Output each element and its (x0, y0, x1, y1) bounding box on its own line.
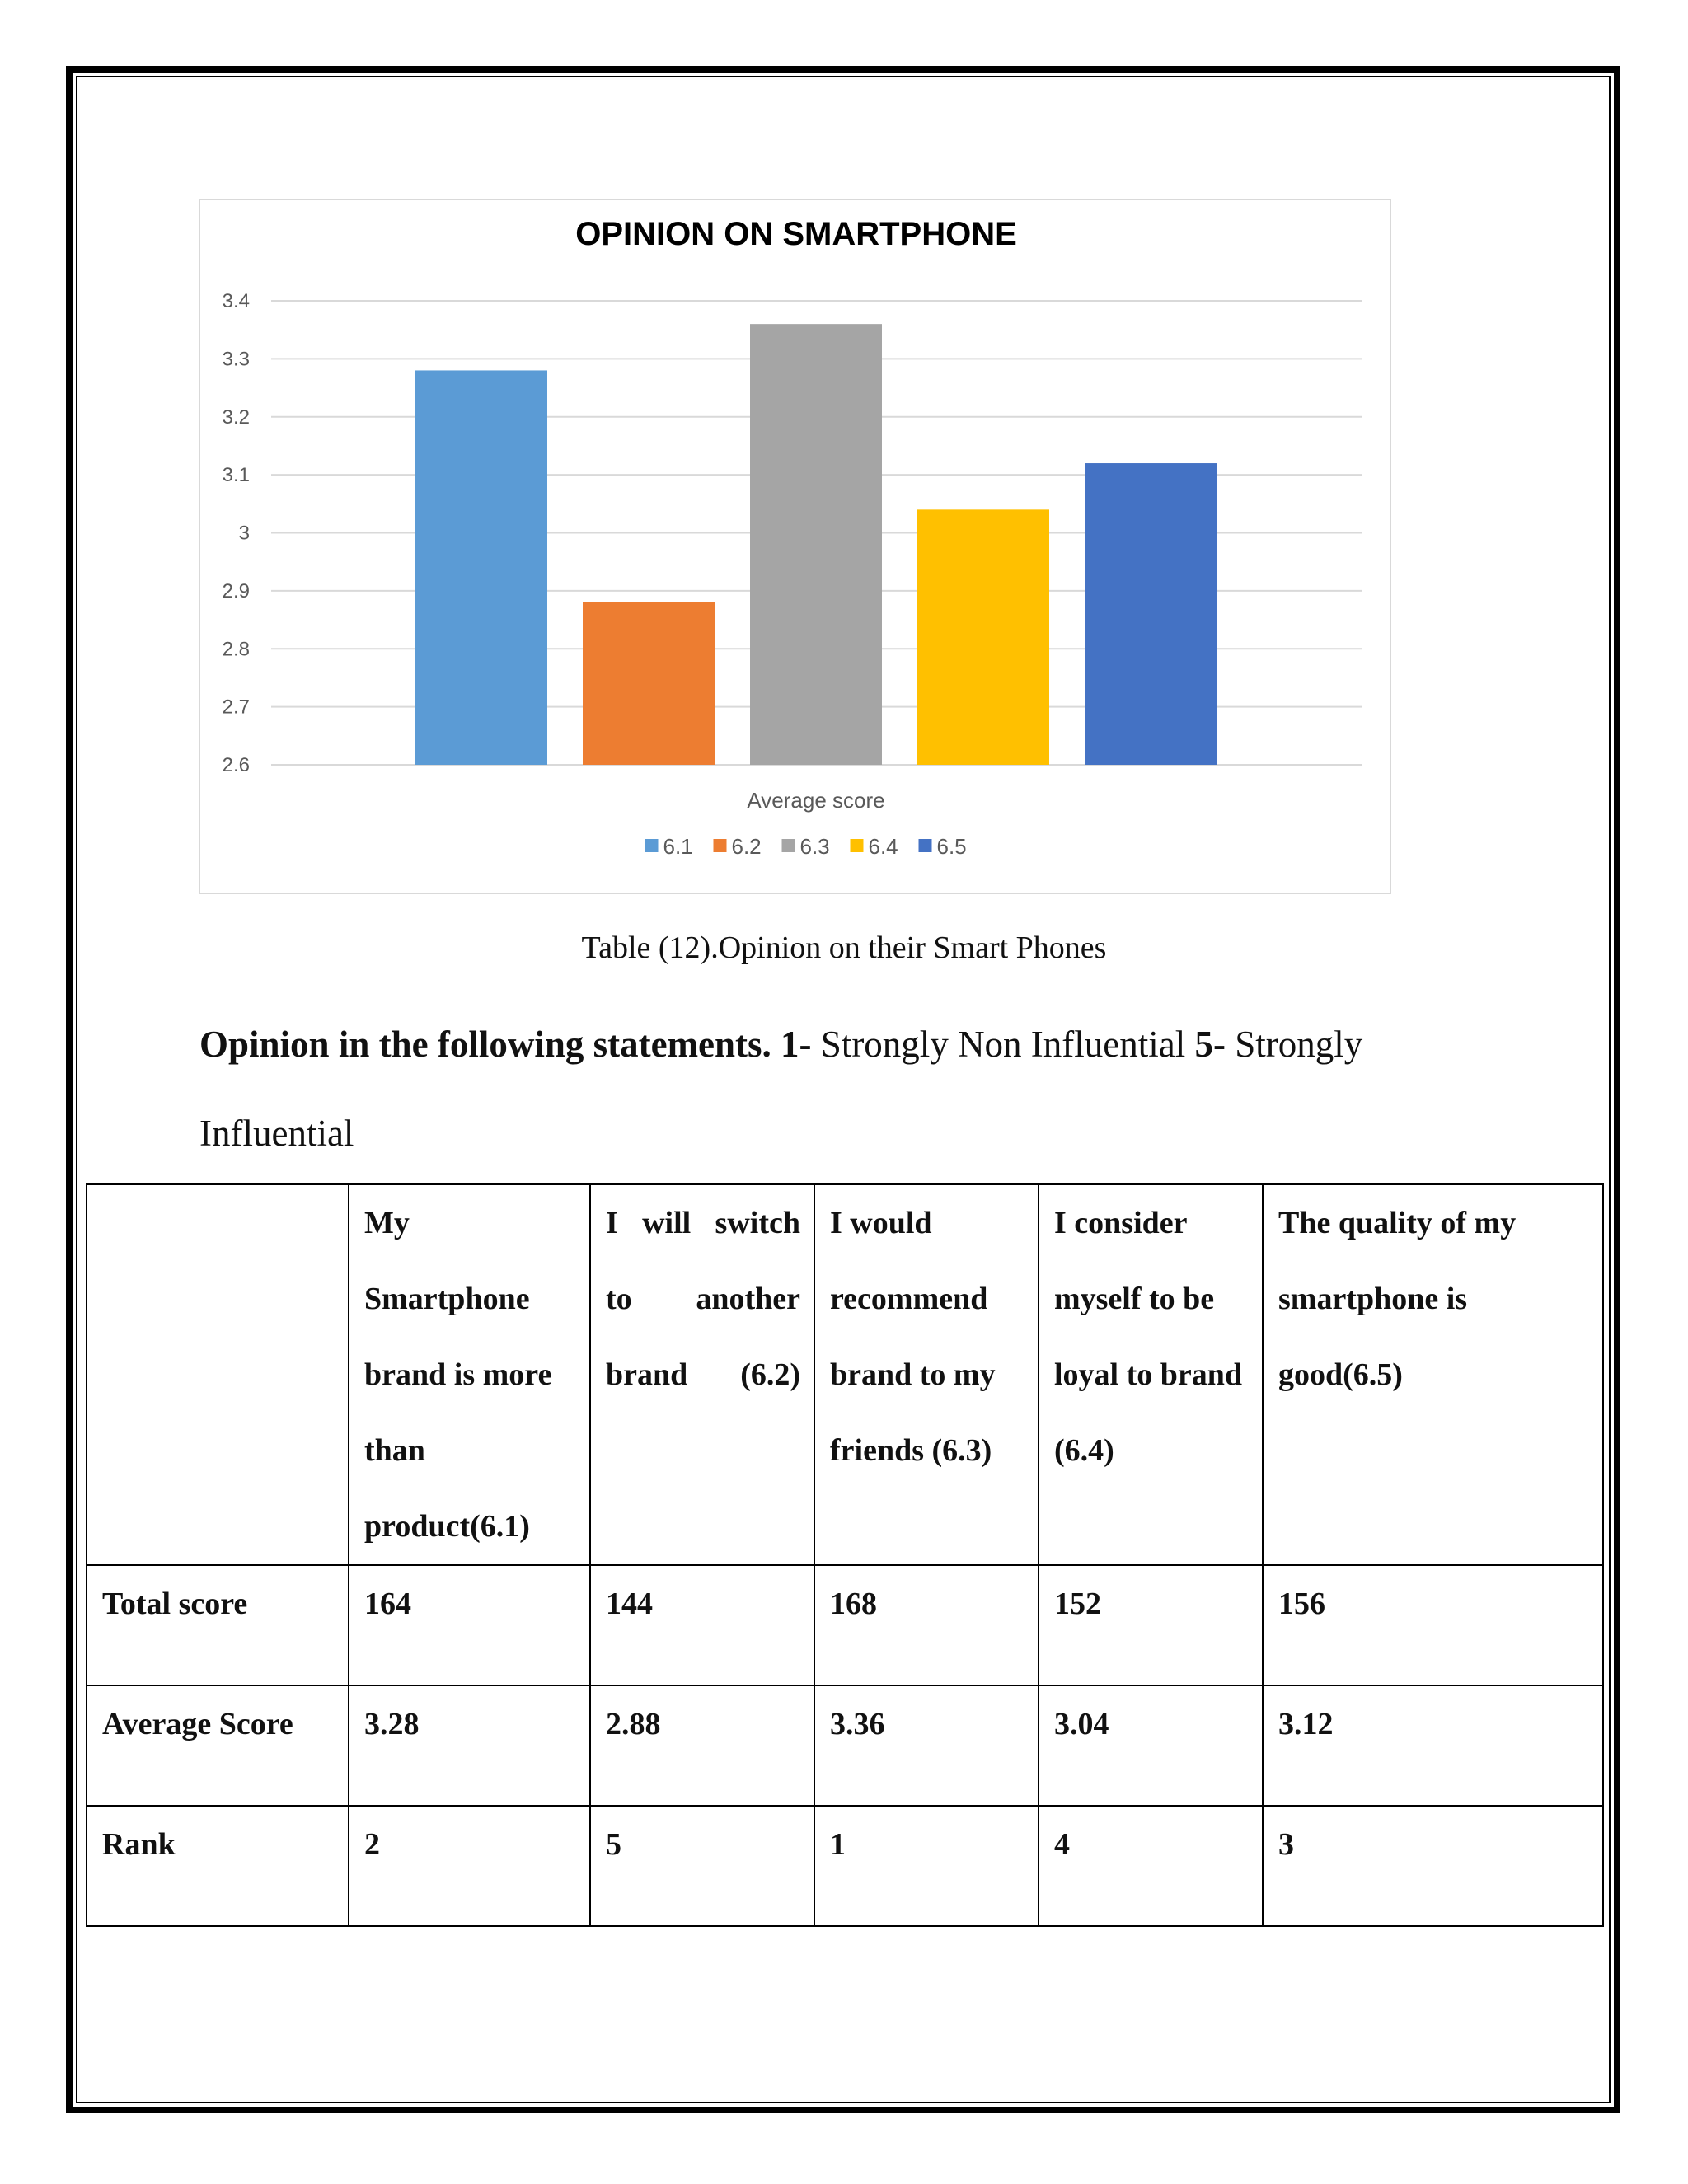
table-cell: 3 (1263, 1806, 1603, 1926)
statement-bold-scale: 5- (1194, 1024, 1226, 1065)
bar-6-1 (415, 370, 547, 765)
table-row-total-score (87, 1565, 1603, 1685)
table-cell: 5 (590, 1806, 814, 1926)
header-cell-6-3: I would recommend brand to my friends (6.3) (814, 1184, 1039, 1565)
table-cell: 1 (814, 1806, 1039, 1926)
x-axis-label: Average score (747, 788, 885, 813)
row-label: Average Score (87, 1685, 349, 1806)
table-cell: 2 (349, 1806, 590, 1926)
table-cell: 152 (1039, 1565, 1263, 1685)
table-cell: 3.12 (1263, 1685, 1603, 1806)
y-tick-label: 3.1 (222, 464, 250, 487)
y-tick-label: 2.6 (222, 754, 250, 776)
legend-swatch-6-2 (714, 839, 727, 852)
bar-6-4 (917, 509, 1049, 765)
table-cell: 2.88 (590, 1685, 814, 1806)
table-row-average-score (87, 1685, 1603, 1806)
table-cell: 3.28 (349, 1685, 590, 1806)
statement-bold-intro: Opinion in the following statements. 1- (199, 1024, 812, 1065)
table-cell: 168 (814, 1565, 1039, 1685)
chart-title: OPINION ON SMARTPHONE (575, 216, 1017, 252)
legend-label-6-5: 6.5 (936, 834, 967, 859)
figure-caption: Table (12).Opinion on their Smart Phones (581, 930, 1107, 965)
statement-scale-high: Strongly Influential (199, 1024, 1363, 1154)
legend-swatch-6-4 (851, 839, 864, 852)
bar-6-3 (750, 324, 882, 765)
table-row-rank (87, 1806, 1603, 1926)
y-tick-label: 2.8 (222, 638, 250, 661)
legend-swatch-6-3 (782, 839, 795, 852)
table-cell: 144 (590, 1565, 814, 1685)
y-tick-label: 3.4 (222, 290, 250, 312)
legend-label-6-3: 6.3 (799, 834, 830, 859)
header-cell-6-4: I consider myself to be loyal to brand (6.4) (1039, 1184, 1263, 1565)
y-tick-label: 3 (238, 522, 250, 545)
statement-scale-low: Strongly Non Influential (811, 1024, 1195, 1065)
y-tick-label: 2.7 (222, 696, 250, 719)
bar-6-2 (583, 602, 715, 765)
table-cell: 3.36 (814, 1685, 1039, 1806)
header-cell-6-2: I will switch to another brand (6.2) (590, 1184, 814, 1565)
legend-label-6-2: 6.2 (731, 834, 762, 859)
y-tick-label: 2.9 (222, 579, 250, 602)
bar-6-5 (1085, 463, 1217, 765)
legend-label-6-1: 6.1 (663, 834, 693, 859)
header-cell-6-5: The quality of my smartphone is good(6.5) (1263, 1184, 1603, 1565)
row-label: Total score (87, 1565, 349, 1685)
table-cell: 3.04 (1039, 1685, 1263, 1806)
legend-label-6-4: 6.4 (868, 834, 898, 859)
chart-canvas (200, 200, 1393, 896)
y-tick-label: 3.3 (222, 348, 250, 371)
header-cell-empty (87, 1184, 349, 1565)
header-cell-6-1: My Smartphone brand is more than product(6.1) (349, 1184, 590, 1565)
statement-paragraph (199, 1000, 1485, 1178)
table-header-row (87, 1184, 1603, 1565)
bar-chart (199, 199, 1391, 894)
opinion-table (86, 1183, 1604, 1927)
table-cell: 4 (1039, 1806, 1263, 1926)
table-cell: 156 (1263, 1565, 1603, 1685)
row-label: Rank (87, 1806, 349, 1926)
legend-swatch-6-1 (645, 839, 659, 852)
legend-swatch-6-5 (919, 839, 932, 852)
y-tick-label: 3.2 (222, 405, 250, 429)
table-cell: 164 (349, 1565, 590, 1685)
